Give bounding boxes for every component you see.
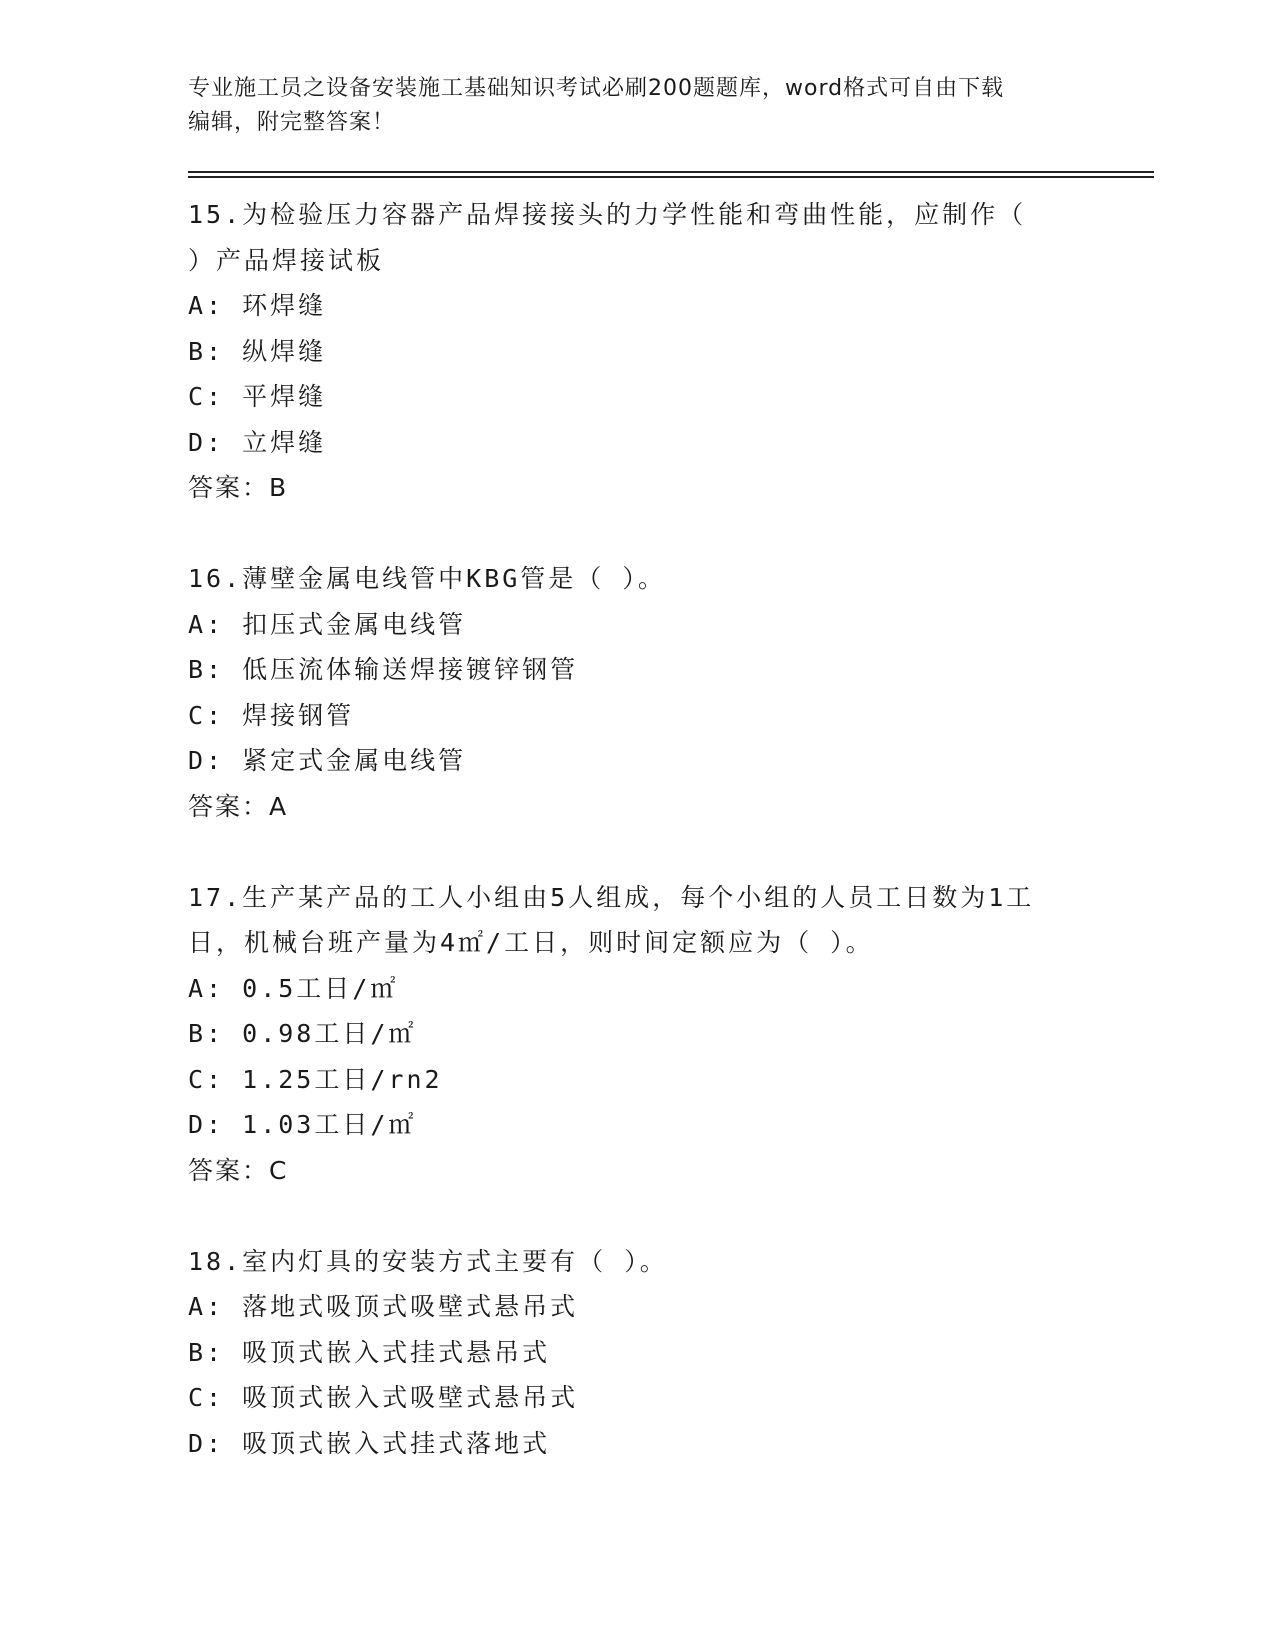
option-a: A: 落地式吸顶式吸壁式悬吊式 <box>188 1292 579 1321</box>
question-list <box>188 192 1118 1466</box>
option-b: B: 吸顶式嵌入式挂式悬吊式 <box>188 1337 551 1367</box>
question-stem-line: 16.薄壁金属电线管中KBG管是（ ）。 <box>188 564 666 593</box>
question-item <box>188 556 1118 829</box>
header-divider-bottom <box>188 176 1154 178</box>
question-stem-line: 日，机械台班产量为4㎡/工日，则时间定额应为（ ）。 <box>188 928 874 957</box>
question-item <box>188 1239 1118 1467</box>
answer-line: 答案：B <box>188 473 289 502</box>
option-d: D: 立焊缝 <box>188 427 327 457</box>
question-spacer <box>188 1193 1118 1239</box>
option-a: A: 0.5工日/㎡ <box>188 973 399 1003</box>
question-item <box>188 192 1118 511</box>
question-spacer <box>188 829 1118 875</box>
option-d: D: 紧定式金属电线管 <box>188 746 467 775</box>
option-b: B: 0.98工日/㎡ <box>188 1019 417 1048</box>
header-divider-top <box>188 171 1154 173</box>
option-d: D: 吸顶式嵌入式挂式落地式 <box>188 1428 551 1458</box>
option-c: C: 吸顶式嵌入式吸壁式悬吊式 <box>188 1383 579 1412</box>
option-a: A: 扣压式金属电线管 <box>188 609 467 639</box>
question-stem-line: 17.生产某产品的工人小组由5人组成，每个小组的人员工日数为1工 <box>188 882 1035 912</box>
option-b: B: 纵焊缝 <box>188 336 327 366</box>
question-stem-line: ）产品焊接试板 <box>188 245 385 275</box>
question-stem-line: 18.室内灯具的安装方式主要有（ ）。 <box>188 1246 668 1276</box>
header-title-line-1: 专业施工员之设备安装施工基础知识考试必刷200题题库，word格式可自由下载 <box>188 76 1005 101</box>
option-b: B: 低压流体输送焊接镀锌钢管 <box>188 655 579 684</box>
option-d: D: 1.03工日/㎡ <box>188 1110 417 1139</box>
option-c: C: 平焊缝 <box>188 382 327 411</box>
option-c: C: 焊接钢管 <box>188 700 355 730</box>
question-stem-line: 15.为检验压力容器产品焊接接头的力学性能和弯曲性能，应制作（ <box>188 200 1027 229</box>
question-item <box>188 875 1118 1194</box>
option-a: A: 环焊缝 <box>188 291 327 320</box>
question-spacer <box>188 511 1118 557</box>
document-header <box>188 72 1088 140</box>
option-c: C: 1.25工日/rn2 <box>188 1064 443 1094</box>
answer-line: 答案：A <box>188 791 289 821</box>
header-title-line-2: 编辑，附完整答案！ <box>188 110 396 135</box>
answer-line: 答案：C <box>188 1155 289 1185</box>
